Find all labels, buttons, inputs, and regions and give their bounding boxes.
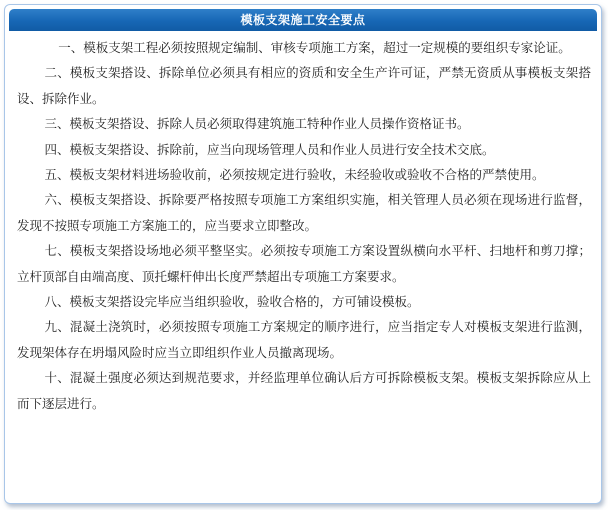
safety-points-panel: [4, 4, 602, 504]
panel-title: 模板支架施工安全要点: [9, 9, 597, 31]
paragraph-2: 二、模板支架搭设、拆除单位必须具有相应的资质和安全生产许可证，严禁无资质从事模板支架搭设、拆除作业。: [17, 65, 591, 106]
paragraph-3: 三、模板支架搭设、拆除人员必须取得建筑施工特种作业人员操作资格证书。: [44, 116, 470, 132]
paragraph-8: 八、模板支架搭设完毕应当组织验收，验收合格的，方可铺设模板。: [44, 294, 420, 310]
paragraph-6: 六、模板支架搭设、拆除要严格按照专项施工方案组织实施，相关管理人员必须在现场进行监督，发现不按照专项施工方案施工的，应当要求立即整改。: [17, 192, 591, 233]
paragraph-1: 一、模板支架工程必须按照规定编制、审核专项施工方案，超过一定规模的要组织专家论证。: [58, 40, 571, 55]
paragraph-5: 五、模板支架材料进场验收前，必须按规定进行验收，未经验收或验收不合格的严禁使用。: [44, 167, 545, 183]
paragraph-4: 四、模板支架搭设、拆除前，应当向现场管理人员和作业人员进行安全技术交底。: [44, 141, 495, 157]
paragraph-7: 七、模板支架搭设场地必须平整坚实。必须按专项施工方案设置纵横向水平杆、扫地杆和剪刀撑；立杆顶部自由端高度、顶托螺杆伸出长度严禁超出专项施工方案要求。: [17, 243, 591, 284]
paragraph-10: 十、混凝土强度必须达到规范要求，并经监理单位确认后方可拆除模板支架。模板支架拆除应从上而下逐层进行。: [17, 370, 591, 411]
paragraph-9: 九、混凝土浇筑时，必须按照专项施工方案规定的顺序进行，应当指定专人对模板支架进行监测，发现架体存在坍塌风险时应当立即组织作业人员撤离现场。: [17, 319, 591, 360]
panel-content: [5, 31, 601, 416]
